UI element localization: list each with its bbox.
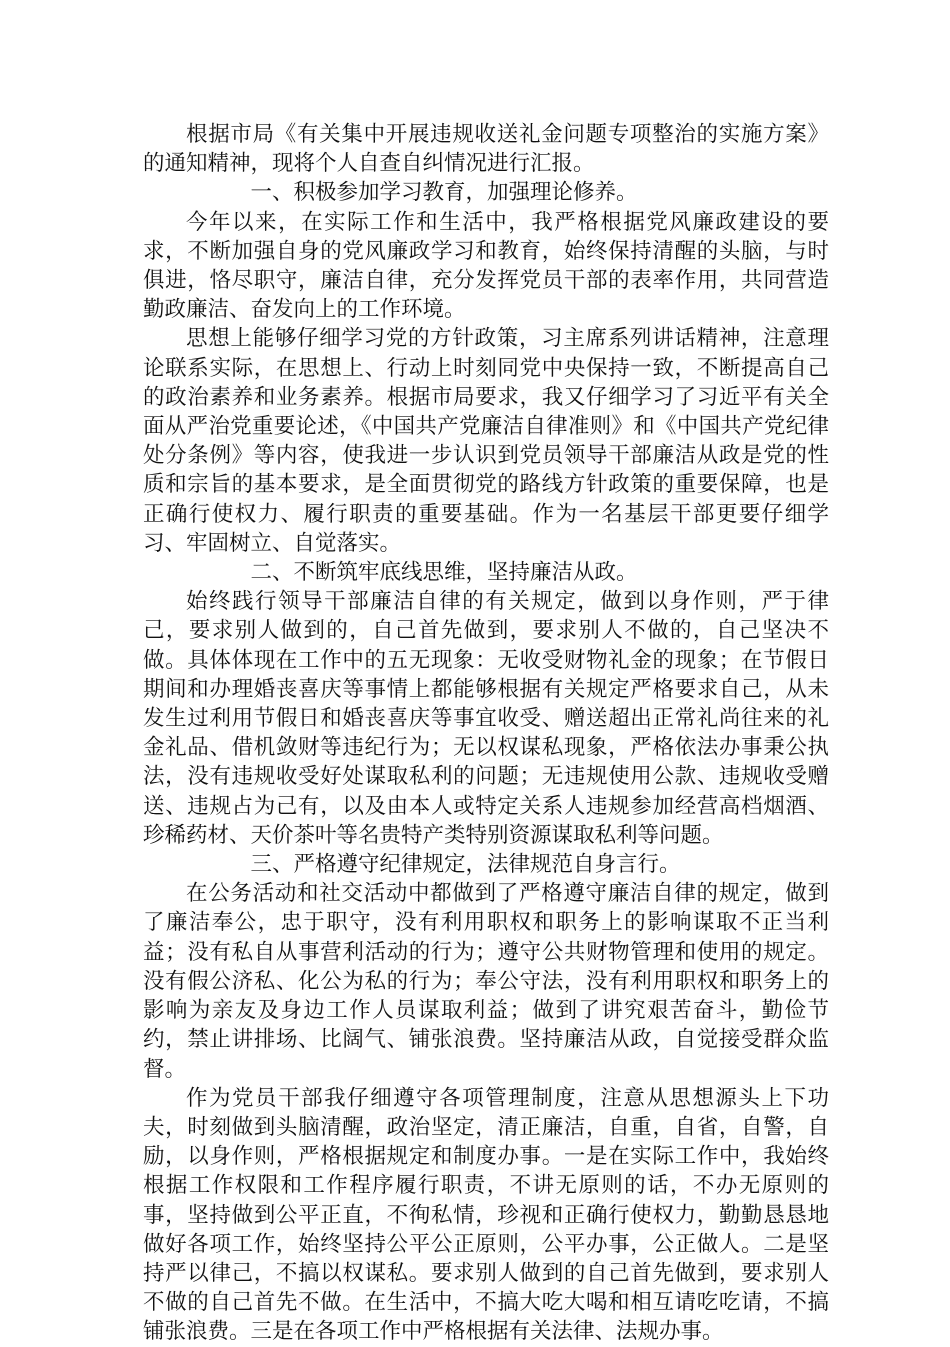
document-body <box>143 120 829 1347</box>
body-paragraph: 思想上能够仔细学习党的方针政策，习主席系列讲话精神，注意理论联系实际，在思想上、行动上时刻同党中央保持一致，不断提高自己的政治素养和业务素养。根据市局要求，我又仔细学习了习近平有关全面从严治党重要论述，《中国共产党廉洁自律准则》和《中国共产党纪律处分条例》等内容，使我进一步认识到党员领导干部廉洁从政是党的性质和宗旨的基本要求，是全面贯彻党的路线方针政策的重要保障，也是正确行使权力、履行职责的重要基础。作为一名基层干部更要仔细学习、牢固树立、自觉落实。 <box>143 326 829 556</box>
section-heading-3: 三、严格遵守纪律规定，法律规范自身言行。 <box>250 852 681 878</box>
body-paragraph: 在公务活动和社交活动中都做到了严格遵守廉洁自律的规定，做到了廉洁奉公，忠于职守，没有利用职权和职务上的影响谋取不正当利益；没有私自从事营利活动的行为；遵守公共财物管理和使用的规定。没有假公济私、化公为私的行为；奉公守法，没有利用职权和职务上的影响为亲友及身边工作人员谋取利益；做到了讲究艰苦奋斗，勤俭节约，禁止讲排场、比阔气、铺张浪费。坚持廉洁从政，自觉接受群众监督。 <box>143 881 829 1082</box>
body-paragraph: 作为党员干部我仔细遵守各项管理制度，注意从思想源头上下功夫，时刻做到头脑清醒，政治坚定，清正廉洁，自重，自省，自警，自励，以身作则，严格根据规定和制度办事。一是在实际工作中，我始终根据工作权限和工作程序履行职责，不讲无原则的话，不办无原则的事，坚持做到公平正直，不徇私情，珍视和正确行使权力，勤勤恳恳地做好各项工作，始终坚持公平公正原则，公平办事，公正做人。二是坚持严以律己，不搞以权谋私。要求别人做到的自己首先做到，要求别人不做的自己首先不做。在生活中，不搞大吃大喝和相互请吃吃请，不搞铺张浪费。三是在各项工作中严格根据有关法律、法规办事。 <box>143 1085 829 1345</box>
section-heading-1: 一、积极参加学习教育，加强理论修养。 <box>250 180 638 206</box>
section-heading-2: 二、不断筑牢底线思维，坚持廉洁从政。 <box>250 560 638 586</box>
body-paragraph: 今年以来，在实际工作和生活中，我严格根据党风廉政建设的要求，不断加强自身的党风廉政学习和教育，始终保持清醒的头脑，与时俱进，恪尽职守，廉洁自律，充分发挥党员干部的表率作用，共同营造勤政廉洁、奋发向上的工作环境。 <box>143 209 829 323</box>
body-paragraph: 始终践行领导干部廉洁自律的有关规定，做到以身作则，严于律己，要求别人做到的，自己首先做到，要求别人不做的，自己坚决不做。具体体现在工作中的五无现象：无收受财物礼金的现象；在节假日期间和办理婚丧喜庆等事情上都能够根据有关规定严格要求自己，从未发生过利用节假日和婚丧喜庆等事宜收受、赠送超出正常礼尚往来的礼金礼品、借机敛财等违纪行为；无以权谋私现象，严格依法办事秉公执法，没有违规收受好处谋取私利的问题；无违规使用公款、违规收受赠送、违规占为己有，以及由本人或特定关系人违规参加经营高档烟酒、珍稀药材、天价茶叶等名贵特产类特别资源谋取私利等问题。 <box>143 589 829 848</box>
intro-paragraph: 根据市局《有关集中开展违规收送礼金问题专项整治的实施方案》的通知精神，现将个人自查自纠情况进行汇报。 <box>143 122 829 177</box>
